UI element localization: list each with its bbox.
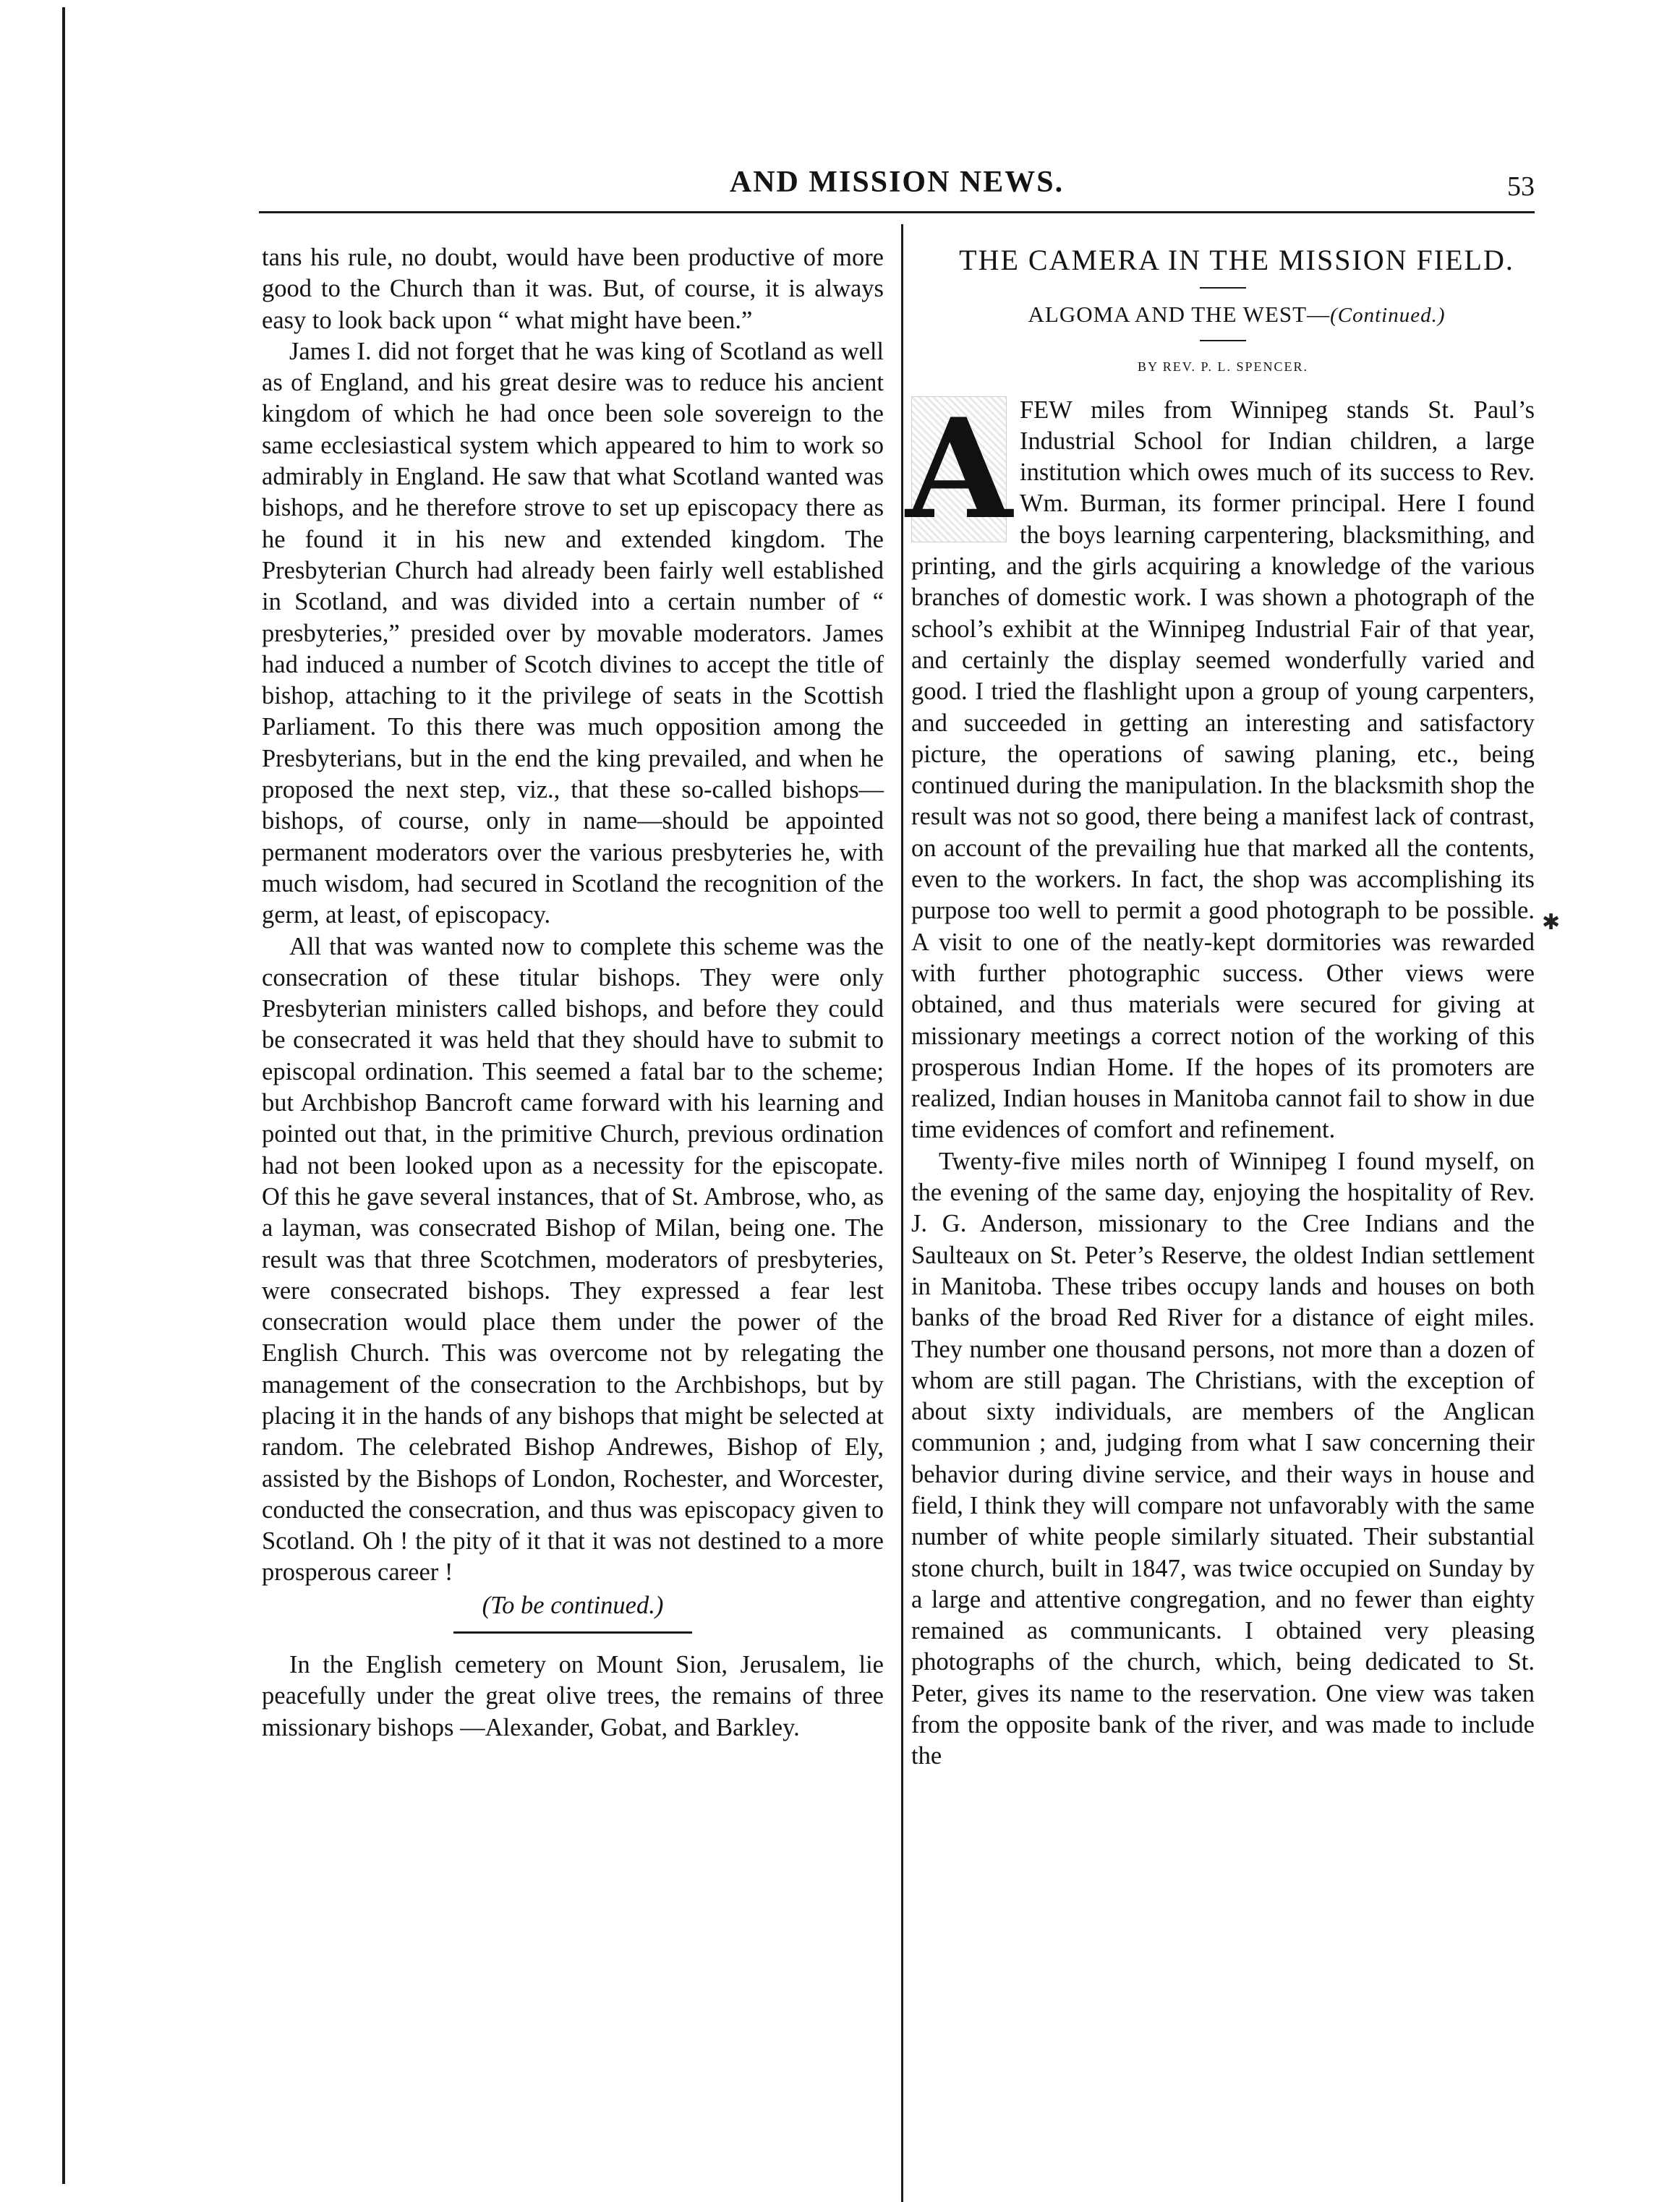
article-subtitle: [911, 299, 1535, 331]
page-header: [259, 161, 1535, 211]
to-be-continued: (To be continued.): [482, 1591, 664, 1619]
left-column: [262, 242, 884, 1744]
paragraph-industrial-school: FEW miles from Winnipeg stands St. Paul’s Industrial School for Indian children, a large institution which owes much of its success to Rev. Wm. Burman, its former principal. Here I found the boys learning carpentering, blacksmithing, and printing, and the girls acquiring a knowledge of the various branches of domestic work. I was shown a photograph of the school’s exhibit at the Winnipeg Industrial Fair of that year, and certainly the display seemed wonderfully varied and good. I tried the flashlight upon a group of young carpenters, and succeeded in getting an interesting and satisfactory picture, the operations of sawing planing, etc., being continued during the manipulation. In the blacksmith shop the result was not so good, there being a manifest lack of contrast, on account of the prevailing hue that marked all the contents, even to the workers. In fact, the shop was accomplishing its purpose too well to permit a good photograph to be possible. A visit to one of the neatly-kept dormitories was rewarded with further photographic success. Other views were obtained, and thus materials were secured for giving at missionary meetings a correct notion of the working of this prosperous Indian Home. If the hopes of its promoters are realized, Indian houses in Manitoba cannot fail to show in due time evidences of comfort and refinement.: [911, 396, 1535, 1144]
dropcap-ornament: [905, 388, 1012, 550]
paragraph-st-peters: Twenty-five miles north of Winnipeg I found myself, on the evening of the same day, enjoying the hospitality of Rev. J. G. Anderson, missionary to the Cree Indians and the Saulteaux on St. Peter’s Reserve, the oldest Indian settlement in Manitoba. These tribes occupy lands and houses on both banks of the broad Red River for a distance of eight miles. They number one thousand persons, not more than a dozen of whom are still pagan. The Christians, with the exception of about sixty individuals, are members of the Anglican communion ; and, judging from what I saw concerning their behavior during divine service, and their ways in house and field, I think they will compare not unfavorably with the same number of white people similarly situated. Their substantial stone church, built in 1847, was twice occupied on Sunday by a large and attentive congregation, and no fewer than eighty remained as communicants. I obtained very pleasing photographs of the church, which, being dedicated to St. Peter, gives its name to the reservation. One view was taken from the opposite bank of the river, and was made to include the: [911, 1147, 1535, 1770]
header-rule: [259, 211, 1535, 213]
page-edge-rule: [62, 7, 65, 2184]
section-rule: [453, 1631, 692, 1634]
paragraph-consecration: All that was wanted now to complete this scheme was the consecration of these titular bishops. They were only Presbyterian ministers called bishops, and before they could be consecrated it was held that they should have to submit to episcopal ordination. This seemed a fatal bar to the scheme; but Archbishop Bancroft came forward with his learning and pointed out that, in the primitive Church, previous ordination had not been looked upon as a necessity for the episcopate. Of this he gave several instances, that of St. Ambrose, who, as a layman, was consecrated Bishop of Milan, being one. The result was that three Scotchmen, moderators of presbyteries, were consecrated bishops. They expressed a fear lest consecration would place them under the power of the English Church. This was overcome not by relegating the management of the consecration to the Archbishops, but by placing it in the hands of any bishops that might be selected at random. The celebrated Bishop Andrewes, Bishop of Ely, assisted by the Bishops of London, Rochester, and Worcester, conducted the consecration, and thus was episcopacy given to Scotland. Oh ! the pity of it that it was not destined to a more prosperous career !: [262, 932, 884, 1587]
page-number: 53: [1507, 171, 1535, 202]
byline: BY REV. P. L. SPENCER.: [1137, 359, 1309, 375]
subtitle-text: ALGOMA AND THE WEST—: [1028, 302, 1331, 327]
margin-mark-icon: ✱: [1542, 910, 1561, 934]
paragraph-continuation: tans his rule, no doubt, would have been productive of more good to the Church than it was. But, of course, it is always easy to look back upon “ what might have been.”: [262, 244, 884, 334]
article-title: THE CAMERA IN THE MISSION FIELD.: [959, 244, 1514, 276]
title-rule: [1200, 287, 1246, 289]
column-divider: [901, 224, 903, 2202]
note-paragraph: In the English cemetery on Mount Sion, Jerusalem, lie peacefully under the great olive trees, the remains of three missionary bishops —Alexander, Gobat, and Barkley.: [262, 1651, 884, 1741]
right-column: [905, 242, 1535, 1772]
dropcap-letter: A: [905, 388, 1012, 550]
subtitle-continued: (Continued.): [1330, 304, 1446, 327]
paragraph-james: James I. did not forget that he was king of Scotland as well as of England, and his great desire was to reduce his ancient kingdom of which he had once been sole sovereign to the same ecclesiastical system which appeared to him to work so admirably in England. He saw that what Scotland wanted was bishops, and he therefore strove to set up episcopacy there as he found it in his new and extended kingdom. The Presbyterian Church had already been fairly well established in Scotland, and was divided into a certain number of “ presbyteries,” presided over by movable moderators. James had induced a number of Scotch divines to accept the title of bishop, attaching to it the privilege of seats in the Scottish Parliament. To this there was much opposition among the Presbyterians, but in the end the king prevailed, and when he proposed the next step, viz., that these so-called bishops—bishops, of course, only in name—should be appointed permanent moderators over the various presbyteries he, with much wisdom, had secured in Scotland the recognition of the germ, at least, of episcopacy.: [262, 337, 884, 929]
subtitle-rule: [1200, 340, 1246, 341]
running-title: AND MISSION NEWS.: [729, 166, 1065, 199]
